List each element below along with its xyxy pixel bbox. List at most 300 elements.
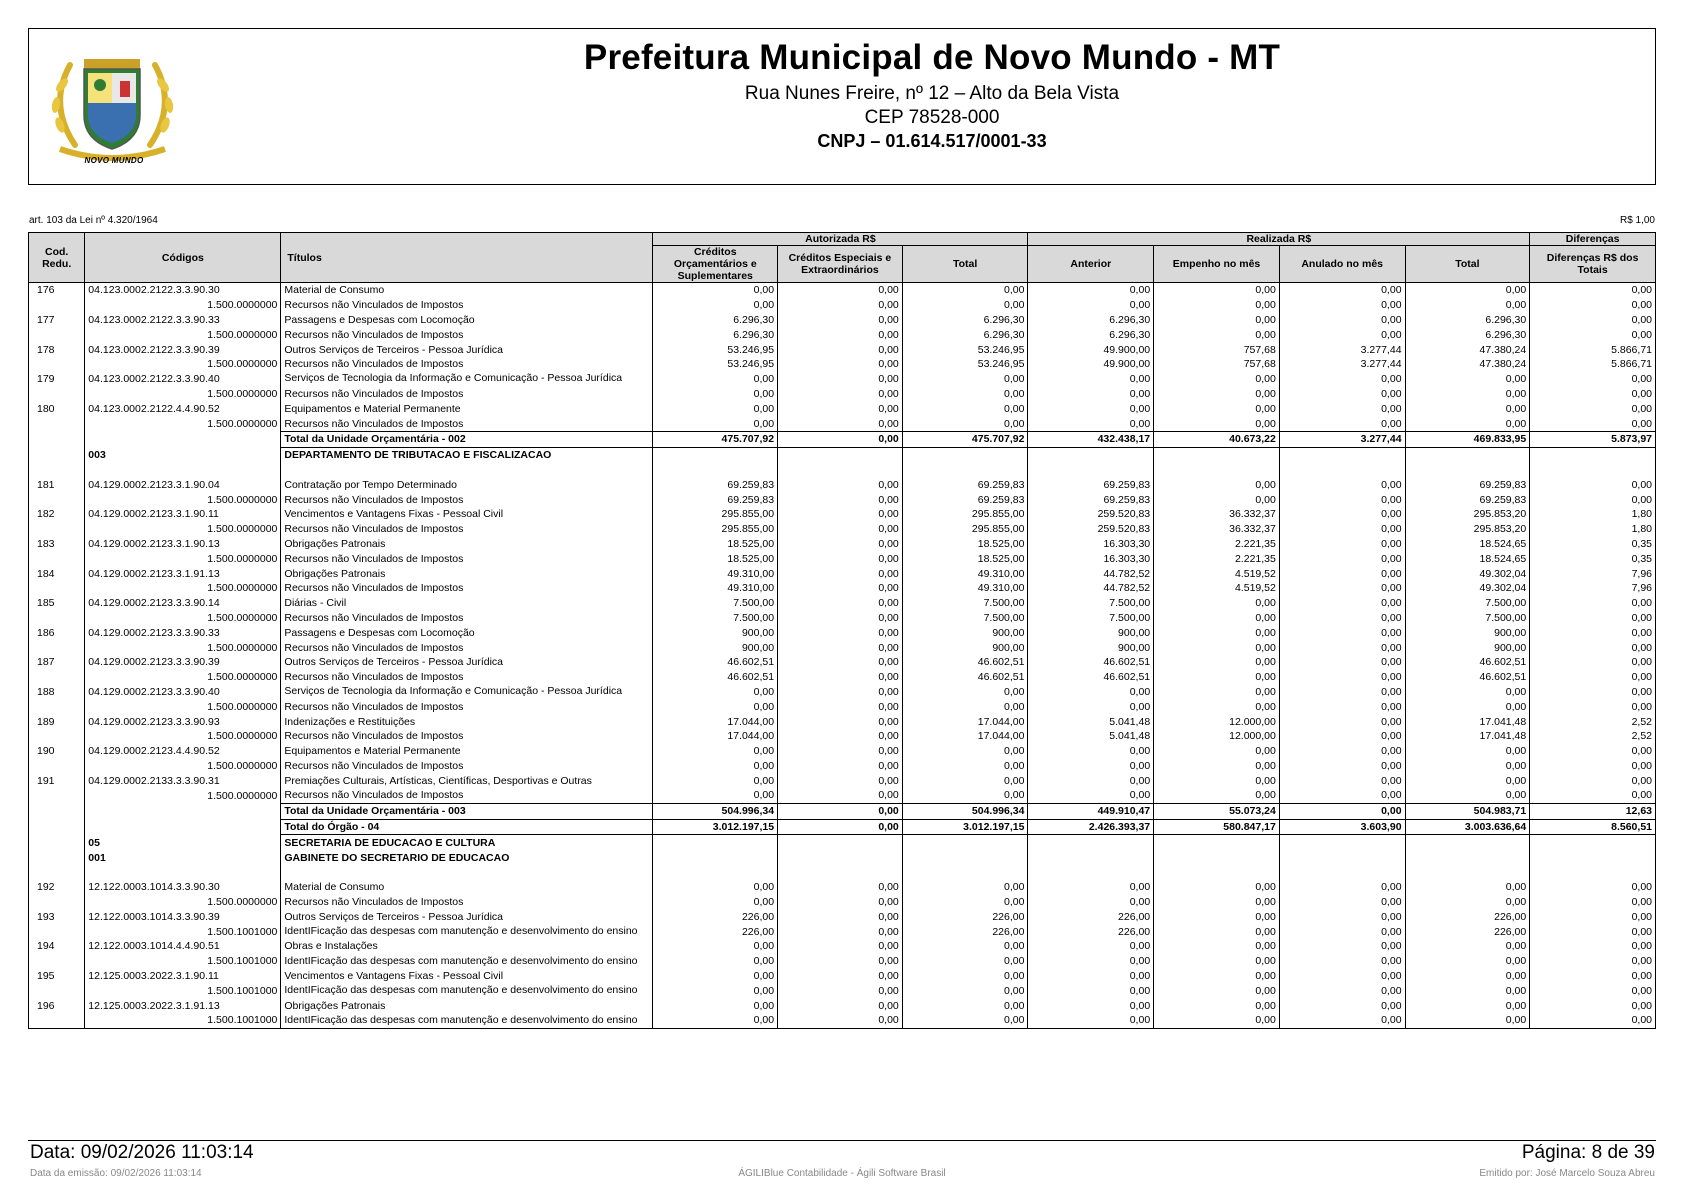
table-row	[29, 744, 1656, 759]
cod-redu-cell: 176	[29, 283, 85, 298]
value-cell: 36.332,37	[1154, 522, 1280, 537]
value-cell: 55.073,24	[1154, 803, 1280, 819]
col-anulado-mes: Anulado no mês	[1279, 246, 1405, 283]
value-cell: 69.259,83	[653, 477, 778, 492]
value-cell: 0,00	[1154, 372, 1280, 387]
value-cell: 504.996,34	[653, 803, 778, 819]
value-cell: 0,00	[1279, 401, 1405, 416]
value-cell: 7,96	[1530, 566, 1656, 581]
value-cell: 0,00	[1279, 998, 1405, 1013]
codigo-cell: 1.500.0000000	[85, 298, 281, 313]
value-cell: 259.520,83	[1028, 507, 1154, 522]
value-cell: 53.246,95	[653, 357, 778, 372]
value-cell: 3.277,44	[1279, 357, 1405, 372]
value-cell	[1154, 463, 1280, 478]
cod-redu-cell	[29, 416, 85, 431]
cod-redu-cell: 181	[29, 477, 85, 492]
value-cell: 18.525,00	[902, 537, 1028, 552]
table-row	[29, 759, 1656, 774]
titulo-cell: IdentIFicação das despesas com manutenção e desenvolvimento do ensino	[281, 954, 653, 969]
value-cell: 295.855,00	[902, 522, 1028, 537]
value-cell: 432.438,17	[1028, 431, 1154, 447]
table-row	[29, 327, 1656, 342]
codigo-cell: 1.500.0000000	[85, 387, 281, 402]
cod-redu-cell	[29, 819, 85, 835]
value-cell: 0,00	[1279, 788, 1405, 803]
value-cell: 0,00	[1154, 759, 1280, 774]
value-cell: 0,00	[1028, 387, 1154, 402]
titulo-cell: Recursos não Vinculados de Impostos	[281, 759, 653, 774]
value-cell: 17.041,48	[1405, 729, 1530, 744]
value-cell: 0,00	[1279, 507, 1405, 522]
value-cell: 295.855,00	[902, 507, 1028, 522]
value-cell: 0,00	[1279, 298, 1405, 313]
titulo-cell: Vencimentos e Vantagens Fixas - Pessoal Civil	[281, 507, 653, 522]
cod-redu-cell: 180	[29, 401, 85, 416]
titulo-cell: Recursos não Vinculados de Impostos	[281, 581, 653, 596]
value-cell: 0,00	[778, 357, 903, 372]
footer-divider	[28, 1140, 1656, 1141]
codigo-cell: 04.129.0002.2123.3.1.90.13	[85, 537, 281, 552]
value-cell: 69.259,83	[902, 492, 1028, 507]
value-cell: 0,00	[778, 551, 903, 566]
table-row	[29, 416, 1656, 431]
value-cell: 226,00	[653, 909, 778, 924]
value-cell: 0,00	[1530, 477, 1656, 492]
value-cell: 0,00	[902, 759, 1028, 774]
value-cell: 0,00	[1154, 611, 1280, 626]
value-cell: 0,00	[1530, 759, 1656, 774]
value-cell: 0,00	[1279, 537, 1405, 552]
value-cell: 6.296,30	[1028, 313, 1154, 328]
value-cell: 0,00	[902, 773, 1028, 788]
value-cell: 0,00	[653, 283, 778, 298]
value-cell: 0,00	[1530, 640, 1656, 655]
titulo-cell: Total da Unidade Orçamentária - 002	[281, 431, 653, 447]
cod-redu-cell: 187	[29, 655, 85, 670]
value-cell: 0,00	[1405, 401, 1530, 416]
value-cell	[653, 463, 778, 478]
value-cell: 6.296,30	[1405, 327, 1530, 342]
value-cell: 0,00	[1279, 909, 1405, 924]
value-cell: 0,00	[1154, 773, 1280, 788]
titulo-cell: Recursos não Vinculados de Impostos	[281, 611, 653, 626]
value-cell: 0,00	[778, 507, 903, 522]
value-cell: 0,00	[1279, 596, 1405, 611]
value-cell: 16.303,30	[1028, 551, 1154, 566]
value-cell: 0,00	[1279, 803, 1405, 819]
value-cell: 16.303,30	[1028, 537, 1154, 552]
codigo-cell: 1.500.1001000	[85, 1013, 281, 1028]
value-cell	[1279, 835, 1405, 850]
table-row	[29, 880, 1656, 895]
value-cell: 0,00	[1154, 880, 1280, 895]
value-cell: 0,00	[1530, 401, 1656, 416]
value-cell: 0,00	[902, 699, 1028, 714]
codigo-cell: 1.500.0000000	[85, 759, 281, 774]
codigo-cell: 003	[85, 447, 281, 462]
page-title: Prefeitura Municipal de Novo Mundo - MT	[583, 38, 1281, 77]
titulo-cell: Outros Serviços de Terceiros - Pessoa Jurídica	[281, 909, 653, 924]
col-group-autorizada: Autorizada R$	[653, 233, 1028, 246]
law-reference: art. 103 da Lei nº 4.320/1964	[29, 215, 158, 226]
codigo-cell: 1.500.0000000	[85, 670, 281, 685]
value-cell: 53.246,95	[902, 357, 1028, 372]
value-cell: 6.296,30	[653, 327, 778, 342]
titulo-cell: Recursos não Vinculados de Impostos	[281, 357, 653, 372]
value-cell: 0,00	[1530, 1013, 1656, 1028]
value-cell: 0,00	[1279, 655, 1405, 670]
value-cell	[653, 850, 778, 865]
value-cell: 0,00	[1279, 685, 1405, 700]
spacer-row	[29, 865, 1656, 880]
value-cell: 0,00	[1028, 298, 1154, 313]
value-cell: 0,00	[778, 924, 903, 939]
value-cell: 69.259,83	[653, 492, 778, 507]
value-cell: 0,00	[1530, 788, 1656, 803]
codigo-cell: 1.500.0000000	[85, 492, 281, 507]
value-cell: 0,00	[1530, 685, 1656, 700]
total-row	[29, 803, 1656, 819]
codigo-cell: 12.122.0003.1014.3.3.90.30	[85, 880, 281, 895]
cod-redu-cell	[29, 865, 85, 880]
value-cell: 18.525,00	[653, 537, 778, 552]
titulo-cell: Contratação por Tempo Determinado	[281, 477, 653, 492]
codigo-cell: 04.123.0002.2122.4.4.90.52	[85, 401, 281, 416]
value-cell	[1154, 865, 1280, 880]
value-cell: 0,00	[1279, 640, 1405, 655]
titulo-cell: Outros Serviços de Terceiros - Pessoa Jurídica	[281, 342, 653, 357]
value-cell: 0,00	[1154, 983, 1280, 998]
titulo-cell: Recursos não Vinculados de Impostos	[281, 699, 653, 714]
value-cell: 0,00	[902, 969, 1028, 984]
value-cell	[1154, 447, 1280, 462]
value-cell: 3.012.197,15	[653, 819, 778, 835]
value-cell: 0,00	[1405, 759, 1530, 774]
value-cell: 0,00	[1028, 983, 1154, 998]
value-cell	[1279, 850, 1405, 865]
value-cell: 0,00	[1154, 625, 1280, 640]
table-row	[29, 298, 1656, 313]
value-cell: 0,00	[1154, 744, 1280, 759]
value-cell: 295.855,00	[653, 522, 778, 537]
currency-unit: R$ 1,00	[1619, 215, 1655, 226]
codigo-cell: 1.500.0000000	[85, 788, 281, 803]
value-cell: 226,00	[1028, 909, 1154, 924]
section-row	[29, 447, 1656, 462]
value-cell	[902, 835, 1028, 850]
table-row	[29, 492, 1656, 507]
value-cell	[1279, 463, 1405, 478]
value-cell: 475.707,92	[902, 431, 1028, 447]
value-cell: 17.044,00	[902, 714, 1028, 729]
logo-caption: NOVO MUNDO	[84, 156, 144, 165]
cod-redu-cell	[29, 835, 85, 850]
value-cell: 0,00	[653, 983, 778, 998]
value-cell: 0,00	[1154, 596, 1280, 611]
value-cell: 0,00	[778, 744, 903, 759]
value-cell: 0,00	[1530, 327, 1656, 342]
value-cell: 0,00	[902, 372, 1028, 387]
value-cell: 18.524,65	[1405, 537, 1530, 552]
value-cell: 469.833,95	[1405, 431, 1530, 447]
value-cell: 0,00	[778, 998, 903, 1013]
municipal-coat-of-arms-icon	[40, 45, 185, 170]
value-cell	[1154, 850, 1280, 865]
value-cell: 0,00	[1028, 788, 1154, 803]
value-cell: 0,00	[778, 477, 903, 492]
budget-report-table	[28, 232, 1656, 1029]
value-cell: 0,00	[1279, 283, 1405, 298]
value-cell: 0,00	[1530, 655, 1656, 670]
value-cell: 46.602,51	[1405, 655, 1530, 670]
value-cell: 69.259,83	[1028, 492, 1154, 507]
codigo-cell: 1.500.1001000	[85, 983, 281, 998]
cod-redu-cell	[29, 670, 85, 685]
value-cell: 0,00	[778, 670, 903, 685]
titulo-cell: Obrigações Patronais	[281, 998, 653, 1013]
value-cell: 49.310,00	[653, 581, 778, 596]
titulo-cell: Serviços de Tecnologia da Informação e Comunicação - Pessoa Jurídica	[281, 685, 653, 700]
cod-redu-cell: 179	[29, 372, 85, 387]
table-row	[29, 983, 1656, 998]
value-cell: 4.519,52	[1154, 581, 1280, 596]
value-cell: 0,00	[778, 729, 903, 744]
cod-redu-cell	[29, 611, 85, 626]
value-cell: 7.500,00	[1028, 611, 1154, 626]
titulo-cell: Material de Consumo	[281, 880, 653, 895]
titulo-cell: Obrigações Patronais	[281, 537, 653, 552]
value-cell: 0,00	[778, 909, 903, 924]
value-cell: 49.310,00	[902, 566, 1028, 581]
value-cell: 3.603,90	[1279, 819, 1405, 835]
value-cell: 69.259,83	[1405, 477, 1530, 492]
value-cell: 0,00	[902, 1013, 1028, 1028]
value-cell: 0,00	[653, 895, 778, 910]
value-cell: 49.302,04	[1405, 566, 1530, 581]
value-cell: 0,00	[1279, 372, 1405, 387]
codigo-cell: 1.500.0000000	[85, 551, 281, 566]
titulo-cell: Recursos não Vinculados de Impostos	[281, 788, 653, 803]
titulo-cell: Recursos não Vinculados de Impostos	[281, 416, 653, 431]
emitted-by: Emitido por: José Marcelo Souza Abreu	[1479, 1168, 1655, 1179]
value-cell	[1154, 835, 1280, 850]
table-row	[29, 924, 1656, 939]
col-group-realizada: Realizada R$	[1028, 233, 1530, 246]
value-cell: 1,80	[1530, 507, 1656, 522]
value-cell: 0,00	[902, 939, 1028, 954]
titulo-cell: Indenizações e Restituições	[281, 714, 653, 729]
value-cell	[902, 463, 1028, 478]
cod-redu-cell: 194	[29, 939, 85, 954]
titulo-cell: Diárias - Civil	[281, 596, 653, 611]
value-cell: 0,00	[1530, 969, 1656, 984]
footer-date: Data: 09/02/2026 11:03:14	[30, 1142, 254, 1163]
titulo-cell: Recursos não Vinculados de Impostos	[281, 640, 653, 655]
value-cell: 0,00	[1279, 551, 1405, 566]
value-cell: 0,00	[653, 744, 778, 759]
value-cell: 0,00	[1405, 416, 1530, 431]
value-cell	[1405, 865, 1530, 880]
value-cell	[653, 865, 778, 880]
table-row	[29, 670, 1656, 685]
value-cell: 0,00	[653, 387, 778, 402]
value-cell: 0,00	[653, 699, 778, 714]
value-cell: 0,00	[1530, 625, 1656, 640]
cod-redu-cell	[29, 699, 85, 714]
col-total-realizada: Total	[1405, 246, 1530, 283]
titulo-cell: Outros Serviços de Terceiros - Pessoa Jurídica	[281, 655, 653, 670]
codigo-cell: 04.123.0002.2122.3.3.90.39	[85, 342, 281, 357]
table-row	[29, 969, 1656, 984]
value-cell: 0,00	[1028, 998, 1154, 1013]
value-cell: 0,00	[1405, 998, 1530, 1013]
value-cell: 0,00	[778, 566, 903, 581]
value-cell: 0,00	[778, 596, 903, 611]
value-cell: 0,00	[1530, 416, 1656, 431]
value-cell: 0,00	[778, 969, 903, 984]
value-cell: 504.983,71	[1405, 803, 1530, 819]
value-cell: 47.380,24	[1405, 357, 1530, 372]
value-cell: 449.910,47	[1028, 803, 1154, 819]
table-row	[29, 581, 1656, 596]
titulo-cell: Serviços de Tecnologia da Informação e Comunicação - Pessoa Jurídica	[281, 372, 653, 387]
value-cell: 0,00	[1154, 924, 1280, 939]
cod-redu-cell	[29, 298, 85, 313]
titulo-cell: IdentIFicação das despesas com manutenção e desenvolvimento do ensino	[281, 983, 653, 998]
value-cell: 226,00	[1405, 909, 1530, 924]
col-total-autorizada: Total	[902, 246, 1028, 283]
value-cell	[1028, 835, 1154, 850]
titulo-cell: GABINETE DO SECRETARIO DE EDUCACAO	[281, 850, 653, 865]
value-cell: 0,00	[902, 954, 1028, 969]
col-codigos: Códigos	[85, 233, 281, 283]
value-cell: 6.296,30	[1028, 327, 1154, 342]
value-cell: 0,00	[1154, 640, 1280, 655]
value-cell: 0,00	[1279, 880, 1405, 895]
value-cell: 46.602,51	[653, 670, 778, 685]
value-cell: 0,00	[1028, 939, 1154, 954]
value-cell: 0,00	[1405, 983, 1530, 998]
codigo-cell: 12.122.0003.1014.3.3.90.39	[85, 909, 281, 924]
titulo-cell: DEPARTAMENTO DE TRIBUTACAO E FISCALIZACAO	[281, 447, 653, 462]
value-cell: 0,00	[1028, 969, 1154, 984]
value-cell: 17.044,00	[653, 714, 778, 729]
table-row	[29, 401, 1656, 416]
codigo-cell: 1.500.0000000	[85, 729, 281, 744]
codigo-cell: 04.129.0002.2123.3.1.90.04	[85, 477, 281, 492]
value-cell: 0,00	[1405, 954, 1530, 969]
value-cell: 46.602,51	[1028, 655, 1154, 670]
value-cell: 7.500,00	[902, 611, 1028, 626]
cod-redu-cell	[29, 640, 85, 655]
value-cell: 0,00	[1279, 522, 1405, 537]
value-cell: 0,00	[653, 298, 778, 313]
value-cell: 0,00	[1279, 895, 1405, 910]
value-cell: 226,00	[1405, 924, 1530, 939]
cod-redu-cell: 193	[29, 909, 85, 924]
value-cell: 0,00	[653, 372, 778, 387]
value-cell: 900,00	[1405, 640, 1530, 655]
value-cell: 0,00	[1154, 492, 1280, 507]
value-cell: 49.900,00	[1028, 342, 1154, 357]
cnpj: CNPJ – 01.614.517/0001-33	[817, 131, 1047, 151]
titulo-cell: Recursos não Vinculados de Impostos	[281, 492, 653, 507]
value-cell: 0,00	[1028, 773, 1154, 788]
cod-redu-cell	[29, 581, 85, 596]
value-cell: 5.866,71	[1530, 342, 1656, 357]
value-cell	[902, 865, 1028, 880]
value-cell: 0,00	[1154, 477, 1280, 492]
value-cell: 0,00	[1530, 313, 1656, 328]
value-cell: 0,00	[902, 983, 1028, 998]
codigo-cell: 04.129.0002.2123.3.3.90.14	[85, 596, 281, 611]
value-cell: 5.873,97	[1530, 431, 1656, 447]
cod-redu-cell: 185	[29, 596, 85, 611]
value-cell: 900,00	[902, 625, 1028, 640]
value-cell: 46.602,51	[902, 670, 1028, 685]
value-cell	[778, 835, 903, 850]
value-cell: 0,00	[902, 788, 1028, 803]
value-cell: 0,00	[1028, 685, 1154, 700]
col-empenho-mes: Empenho no mês	[1154, 246, 1280, 283]
value-cell: 0,00	[778, 803, 903, 819]
value-cell	[1279, 447, 1405, 462]
table-row	[29, 895, 1656, 910]
cod-redu-cell: 195	[29, 969, 85, 984]
value-cell: 0,00	[1530, 596, 1656, 611]
titulo-cell	[281, 463, 653, 478]
table-row	[29, 1013, 1656, 1028]
table-row	[29, 625, 1656, 640]
value-cell: 0,00	[1279, 983, 1405, 998]
col-cod-redu: Cod. Redu.	[29, 233, 85, 283]
value-cell: 504.996,34	[902, 803, 1028, 819]
cod-redu-cell	[29, 387, 85, 402]
value-cell: 0,00	[1028, 372, 1154, 387]
value-cell: 0,00	[1530, 909, 1656, 924]
value-cell: 6.296,30	[1405, 313, 1530, 328]
table-row	[29, 342, 1656, 357]
table-row	[29, 773, 1656, 788]
cod-redu-cell: 183	[29, 537, 85, 552]
value-cell: 0,00	[1530, 298, 1656, 313]
value-cell: 0,00	[1530, 611, 1656, 626]
value-cell: 5.041,48	[1028, 714, 1154, 729]
cod-redu-cell	[29, 803, 85, 819]
value-cell: 0,00	[778, 372, 903, 387]
value-cell: 0,00	[902, 895, 1028, 910]
table-row	[29, 372, 1656, 387]
table-row	[29, 566, 1656, 581]
value-cell	[778, 463, 903, 478]
value-cell: 0,00	[1279, 313, 1405, 328]
total-row	[29, 431, 1656, 447]
value-cell: 0,00	[778, 895, 903, 910]
value-cell: 53.246,95	[653, 342, 778, 357]
value-cell: 900,00	[1028, 625, 1154, 640]
value-cell: 0,00	[1279, 729, 1405, 744]
value-cell: 900,00	[902, 640, 1028, 655]
titulo-cell: IdentIFicação das despesas com manutenção e desenvolvimento do ensino	[281, 924, 653, 939]
codigo-cell: 04.129.0002.2123.4.4.90.52	[85, 744, 281, 759]
value-cell: 0,00	[1405, 283, 1530, 298]
value-cell: 0,00	[1279, 1013, 1405, 1028]
table-row	[29, 729, 1656, 744]
titulo-cell: Passagens e Despesas com Locomoção	[281, 625, 653, 640]
value-cell: 0,00	[1154, 327, 1280, 342]
value-cell: 0,35	[1530, 537, 1656, 552]
